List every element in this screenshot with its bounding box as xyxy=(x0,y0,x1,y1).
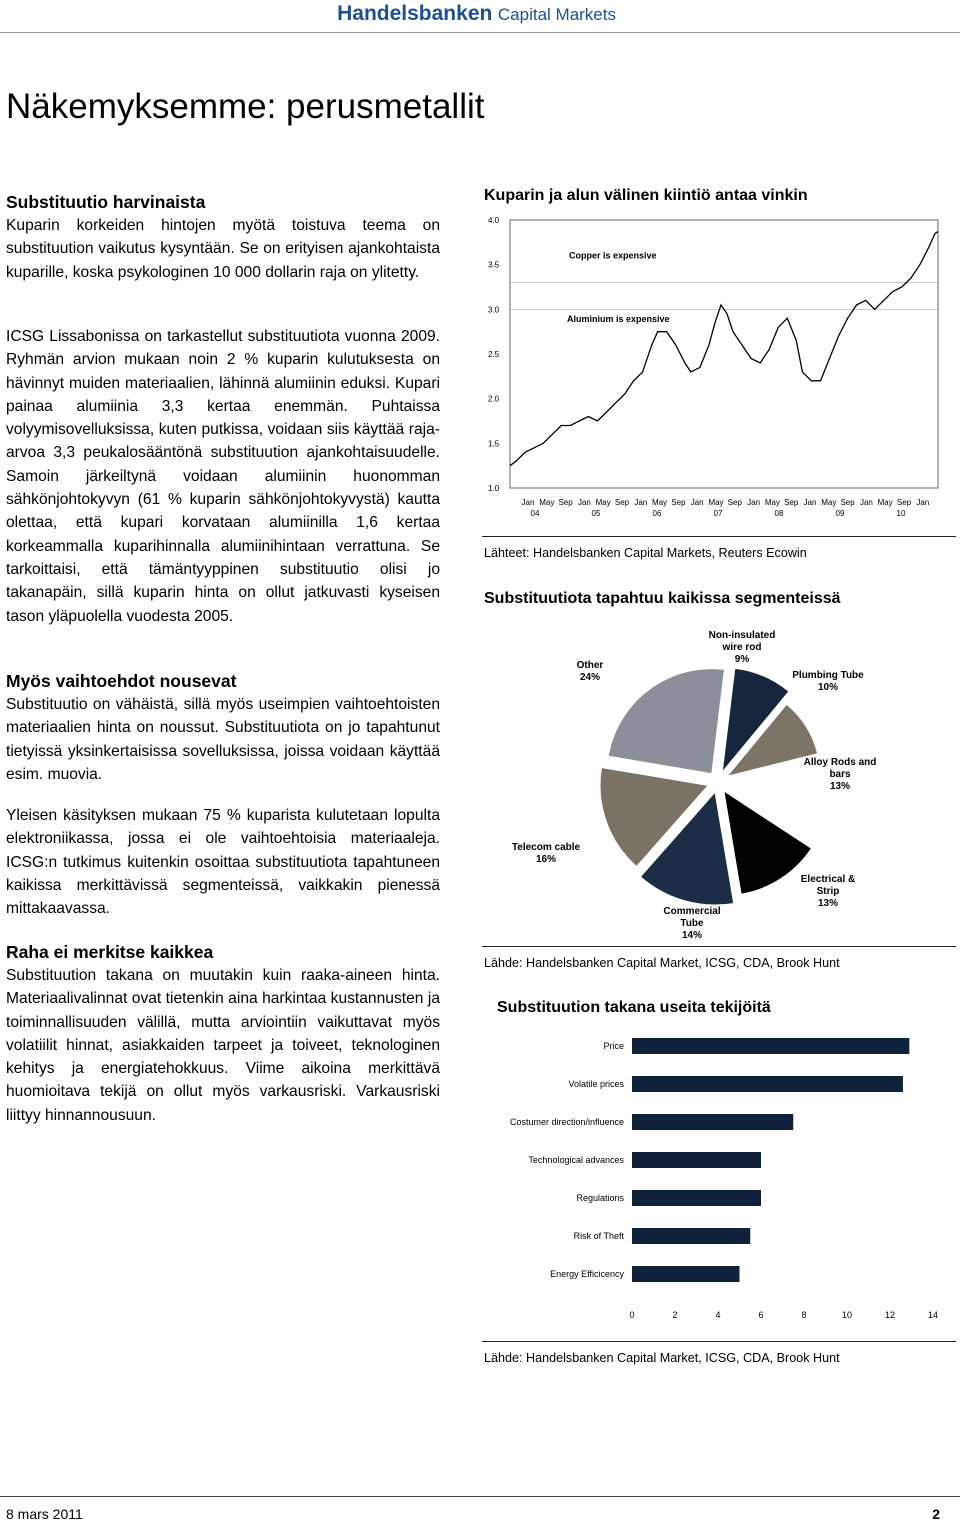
x-month-label: Jan xyxy=(521,498,535,507)
x-month-label: May xyxy=(877,498,893,507)
bar xyxy=(632,1190,761,1206)
x-month-label: Jan xyxy=(634,498,648,507)
section-vaihtoehdot xyxy=(6,669,440,786)
annotation-aluminium-expensive: Aluminium is expensive xyxy=(567,313,670,324)
factor-bar-chart xyxy=(480,1030,956,1330)
pie-label: 9% xyxy=(734,654,750,665)
section-raha xyxy=(6,940,440,1127)
x-month-label: Sep xyxy=(840,498,855,507)
section-heading: Myös vaihtoehdot nousevat xyxy=(6,671,237,691)
x-month-label: Jan xyxy=(859,498,873,507)
page-title: Näkemyksemme: perusmetallit xyxy=(6,87,485,126)
header-rule xyxy=(0,32,960,33)
x-year-label: 09 xyxy=(835,509,845,518)
bar-category-label: Costumer direction/influence xyxy=(509,1117,624,1127)
x-year-label: 04 xyxy=(530,509,540,518)
paragraph: Substituution takana on muutakin kuin raaka-aineen hinta. Materiaalivalinnat ovat tietenkin aina harkintaa kustannusten ja toiminnallisuuden välillä, mutta arviointiin vaikuttavat myös volatiilit hinnat, asiakkaiden tarpeet ja toiveet, teknologinen kehitys ja energiatehokkuus. Viime aikoina merkittävä huomioitava tekijä on ollut myös varkausriski. Varkausriski liittyy hinnannousuun. xyxy=(6,967,440,1124)
pie-label: 13% xyxy=(817,898,839,909)
x-month-label: Jan xyxy=(803,498,817,507)
annotation-copper-expensive: Copper is expensive xyxy=(569,250,657,261)
pie-label: 16% xyxy=(535,854,557,865)
bar-category-label: Regulations xyxy=(576,1193,624,1203)
pie-label: Strip xyxy=(816,886,840,897)
x-month-label: May xyxy=(539,498,555,507)
footer-date: 8 mars 2011 xyxy=(6,1506,83,1522)
ratio-line-chart xyxy=(480,210,956,525)
x-month-label: Sep xyxy=(614,498,630,507)
bar xyxy=(632,1152,761,1168)
x-tick-label: 12 xyxy=(884,1310,896,1320)
pie-label: Tube xyxy=(680,918,704,929)
y-tick-label: 2.0 xyxy=(488,394,500,404)
bar-category-label: Technological advances xyxy=(528,1155,624,1165)
bar xyxy=(632,1228,750,1244)
bar xyxy=(632,1114,793,1130)
y-tick-label: 2.5 xyxy=(488,350,500,359)
chart2-rule xyxy=(482,946,956,947)
brand-logo xyxy=(337,2,616,26)
y-tick-label: 1.0 xyxy=(488,484,500,493)
y-tick-label: 4.0 xyxy=(488,216,500,225)
x-tick-label: 14 xyxy=(927,1310,939,1320)
bar-category-label: Price xyxy=(603,1041,624,1051)
x-month-label: Jan xyxy=(916,498,930,507)
x-tick-label: 2 xyxy=(672,1310,678,1320)
x-month-label: Jan xyxy=(747,498,761,507)
segment-pie-chart xyxy=(480,620,956,945)
x-year-label: 10 xyxy=(896,509,906,518)
paragraph: ICSG Lissabonissa on tarkastellut substituutiota vuonna 2009. Ryhmän arvion mukaan noin 2 % kuparin kulutuksesta on hävinnyt muiden materiaalien, lähinnä alumiinin eduksi. Kupari painaa alumiinia 3,3 kertaa enemmän. Puhtaissa volyymisovelluksissa, kuten putkissa, voidaan siis käyttää raja-arvoa 3,3 peukalosääntönä substituution ajankohtaisuudelle. Samoin järkeiltynä voidaan alumiinin huonomman sähkönjohtokyvyn (61 % kuparin sähkönjohtokyvystä) kautta olettaa, että kupari korvataan alumiinilla 1,6 kertaa korkeammalla kuparihinnalla alumiinihintaan verrattuna. Se tarkoittaisi, että tämäntyyppinen substituutio olisi jo takanapäin, sillä kuparin hinta on ollut jatkuvasti kyseisen tason yläpuolella vuodesta 2005. xyxy=(6,328,440,625)
x-month-label: Sep xyxy=(671,498,686,507)
x-month-label: May xyxy=(595,498,611,507)
x-month-label: May xyxy=(652,498,668,507)
pie-label: Alloy Rods and xyxy=(803,757,877,768)
pie-label: Other xyxy=(576,660,604,671)
paragraph: Yleisen käsityksen mukaan 75 % kuparista kulutetaan lopulta elektroniikassa, jossa ei ole vaihtoehtoisia materiaaleja. ICSG:n tutkimus kuitenkin osoittaa substituutiota tapahtuneen kaikissa merkittävissä segmenteissä, vaikkakin pienessä mittakaavassa. xyxy=(6,807,440,918)
x-month-label: Jan xyxy=(690,498,704,507)
x-month-label: Sep xyxy=(558,498,573,507)
pie-label: 10% xyxy=(817,682,839,693)
x-tick-label: 4 xyxy=(715,1310,721,1320)
x-tick-label: 8 xyxy=(801,1310,807,1320)
bar xyxy=(632,1076,903,1092)
pie-label: bars xyxy=(829,769,851,780)
pie-label: Commercial xyxy=(663,906,721,917)
bar-category-label: Energy Efficicency xyxy=(550,1269,624,1279)
pie-label: Non-insulated xyxy=(708,630,776,641)
pie-label: wire rod xyxy=(722,642,762,653)
pie-label: Plumbing Tube xyxy=(792,670,864,681)
paragraph: Substituutio on vähäistä, sillä myös useimpien vaihtoehtoisten materiaalien hinta on noussut. Substituutiota on jo tapahtunut tietyissä yksinkertaisissa sovelluksissa, joissa voidaan käyttää esim. muovia. xyxy=(6,696,440,783)
x-month-label: Sep xyxy=(784,498,799,507)
pie-label: Electrical & xyxy=(800,874,856,885)
x-year-label: 07 xyxy=(713,509,723,518)
bar xyxy=(632,1266,740,1282)
chart2-title: Substituutiota tapahtuu kaikissa segmenteissä xyxy=(484,590,841,607)
pie-label: Telecom cable xyxy=(511,842,581,853)
x-tick-label: 0 xyxy=(629,1310,635,1320)
paragraph-elektroniikka xyxy=(6,804,440,920)
paragraph-icsg xyxy=(6,325,440,628)
pie-label: 13% xyxy=(829,781,851,792)
paragraph: Kuparin korkeiden hintojen myötä toistuva teema on substituution vaikutus kysyntään. Se on erityisen ajankohtaista kuparille, koska psykologinen 10 000 dollarin raja on ylitetty. xyxy=(6,217,440,281)
pie-label: 24% xyxy=(579,672,601,683)
brand-subtitle: Capital Markets xyxy=(497,5,616,24)
chart3-source: Lähde: Handelsbanken Capital Market, ICSG, CDA, Brook Hunt xyxy=(484,1351,840,1365)
x-month-label: Sep xyxy=(896,498,912,507)
x-year-label: 08 xyxy=(774,509,784,518)
chart3-rule xyxy=(482,1341,956,1342)
bar-category-label: Risk of Theft xyxy=(573,1231,624,1241)
pie-label: 14% xyxy=(681,930,703,941)
x-month-label: Sep xyxy=(727,498,742,507)
bar xyxy=(632,1038,909,1054)
chart1-rule xyxy=(482,536,956,537)
x-month-label: May xyxy=(764,498,780,507)
bar-category-label: Volatile prices xyxy=(568,1079,624,1089)
x-month-label: May xyxy=(708,498,724,507)
chart1-source: Lähteet: Handelsbanken Capital Markets, Reuters Ecowin xyxy=(484,546,807,560)
x-month-label: May xyxy=(821,498,837,507)
x-year-label: 05 xyxy=(591,509,601,518)
x-year-label: 06 xyxy=(652,509,662,518)
brand-name: Handelsbanken xyxy=(337,2,493,25)
chart1-title: Kuparin ja alun välinen kiintiö antaa vinkin xyxy=(484,187,808,204)
page-number: 2 xyxy=(932,1506,940,1522)
x-month-label: Jan xyxy=(577,498,591,507)
y-tick-label: 1.5 xyxy=(488,439,500,449)
y-tick-label: 3.0 xyxy=(488,305,500,315)
x-tick-label: 6 xyxy=(758,1310,764,1320)
chart2-source: Lähde: Handelsbanken Capital Market, ICSG, CDA, Brook Hunt xyxy=(484,956,840,970)
footer-rule xyxy=(0,1496,960,1497)
section-heading: Substituutio harvinaista xyxy=(6,192,206,212)
y-tick-label: 3.5 xyxy=(488,260,500,270)
section-substituutio xyxy=(6,190,440,284)
chart3-title: Substituution takana useita tekijöitä xyxy=(497,999,771,1016)
x-tick-label: 10 xyxy=(841,1310,853,1320)
pie-slice xyxy=(608,668,725,774)
section-heading: Raha ei merkitse kaikkea xyxy=(6,942,214,962)
